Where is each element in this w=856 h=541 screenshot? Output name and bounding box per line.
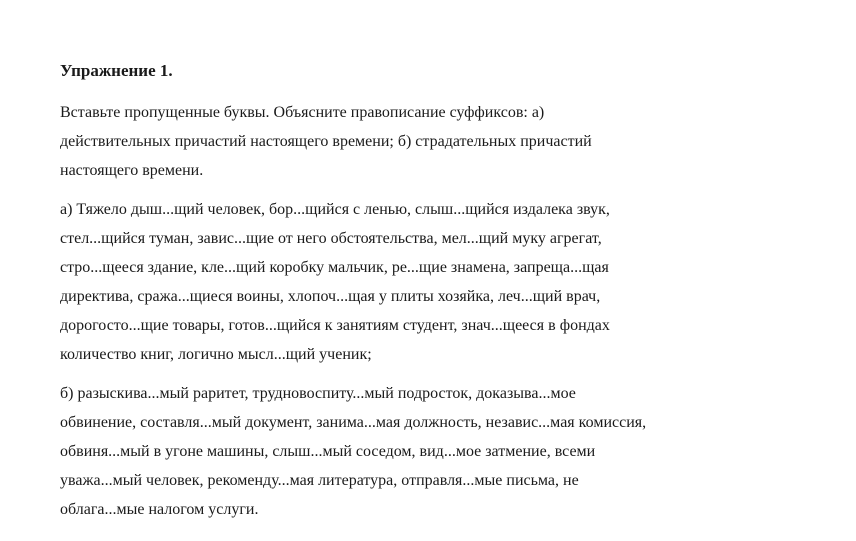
part-a-line: стел...щийся туман, завис...щие от него обстоятельства, мел...щий муку агрегат, (60, 230, 602, 247)
part-b-line: облага...мые налогом услуги. (60, 501, 259, 518)
part-a-line: дорогосто...щие товары, готов...щийся к занятиям студент, знач...щееся в фондах (60, 317, 610, 334)
part-a-paragraph (60, 195, 816, 369)
instructions-line: Вставьте пропущенные буквы. Объясните правописание суффиксов: а) (60, 104, 545, 121)
part-b-paragraph (60, 379, 816, 524)
part-b-line: обвинение, составля...мый документ, занима...мая должность, независ...мая комиссия, (60, 414, 647, 431)
exercise-title: Упражнение 1. (60, 61, 173, 80)
part-b-line: б) разыскива...мый раритет, трудновоспиту...мый подросток, доказыва...мое (60, 385, 576, 402)
part-b-line: уважа...мый человек, рекоменду...мая литература, отправля...мые письма, не (60, 472, 579, 489)
instructions-line: действительных причастий настоящего времени; б) страдательных причастий (60, 133, 592, 150)
exercise-instructions (60, 98, 816, 185)
part-a-line: стро...щееся здание, кле...щий коробку мальчик, ре...щие знамена, запреща...щая (60, 259, 609, 276)
instructions-line: настоящего времени. (60, 162, 204, 179)
part-a-line: количество книг, логично мысл...щий ученик; (60, 346, 372, 363)
part-a-line: а) Тяжело дыш...щий человек, бор...щийся с ленью, слыш...щийся издалека звук, (60, 201, 610, 218)
part-a-line: директива, сража...щиеся воины, хлопоч...щая у плиты хозяйка, леч...щий врач, (60, 288, 601, 305)
part-b-line: обвиня...мый в угоне машины, слыш...мый соседом, вид...мое затмение, всеми (60, 443, 596, 460)
